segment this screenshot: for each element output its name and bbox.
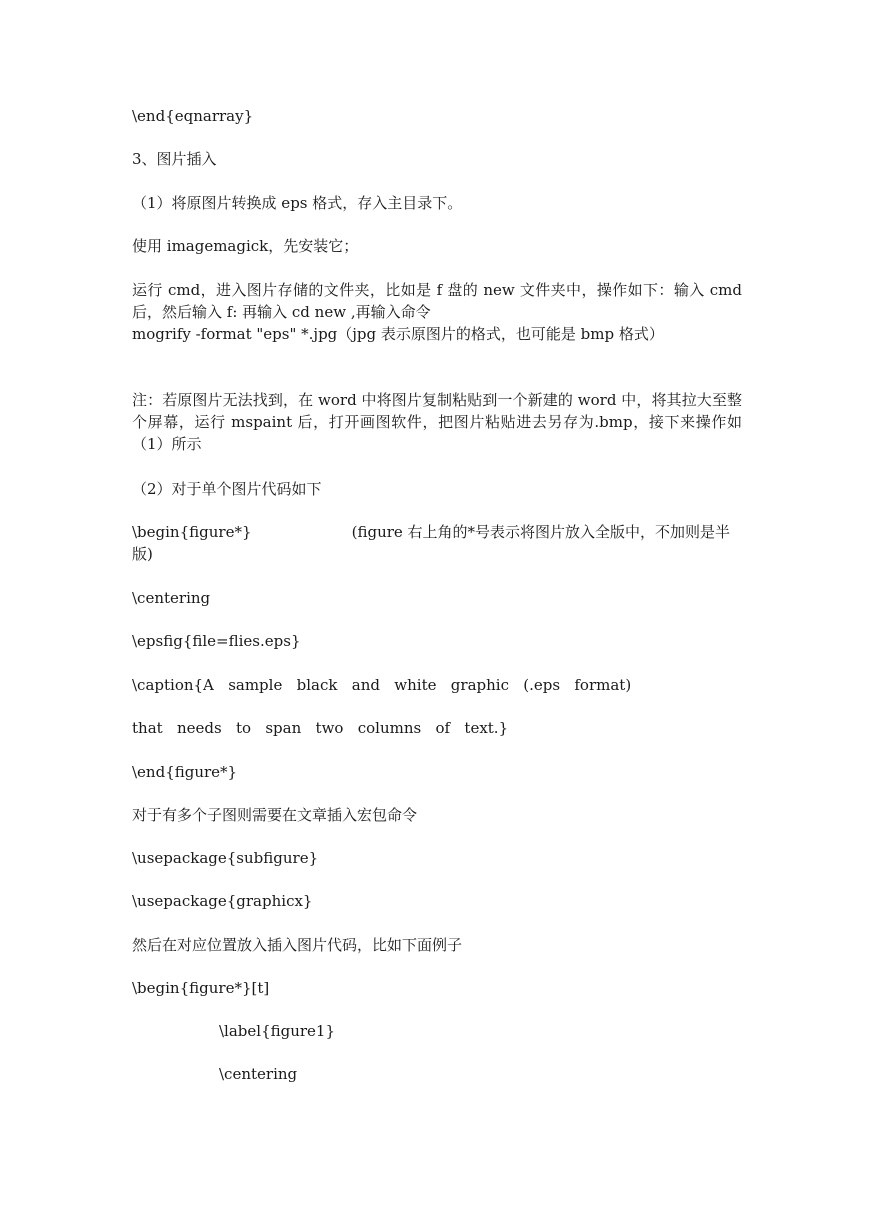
code-caption: \caption{A sample black and white graphic (.eps format)	[132, 676, 632, 694]
step-1-convert-eps: （1）将原图片转换成 eps 格式，存入主目录下。	[132, 194, 463, 212]
paragraph-run-cmd: 运行 cmd，进入图片存储的文件夹，比如是 f 盘的 new 文件夹中，操作如下：输入 cmd 后，然后输入 f: 再输入 cd new ,再输入命令	[132, 281, 742, 321]
code-begin-figure-t: \begin{figure*}[t]	[132, 979, 270, 997]
paragraph-note-mspaint: 注：若原图片无法找到，在 word 中将图片复制粘贴到一个新建的 word 中，将其拉大至整个屏幕，运行 mspaint 后，打开画图软件，把图片粘贴进去另存为.bmp，接下来操作如（1）所示	[132, 391, 742, 453]
code-usepackage-graphicx: \usepackage{graphicx}	[132, 892, 313, 910]
paragraph-subfigure-intro: 对于有多个子图则需要在文章插入宏包命令	[132, 806, 418, 824]
step-2-single-figure: （2）对于单个图片代码如下	[132, 480, 322, 498]
code-centering-indented: \centering	[219, 1065, 298, 1083]
code-caption-continued: that needs to span two columns of text.}	[132, 719, 509, 737]
code-end-eqnarray: \end{eqnarray}	[132, 107, 254, 125]
section-heading-image-insert: 3、图片插入	[132, 150, 217, 168]
paragraph-mogrify-command: mogrify -format "eps" *.jpg（jpg 表示原图片的格式，也可能是 bmp 格式）	[132, 325, 664, 343]
code-epsfig: \epsfig{file=flies.eps}	[132, 632, 301, 650]
code-centering: \centering	[132, 589, 211, 607]
code-usepackage-subfigure: \usepackage{subfigure}	[132, 849, 319, 867]
code-label-figure1: \label{figure1}	[219, 1022, 336, 1040]
paragraph-example-intro: 然后在对应位置放入插入图片代码，比如下面例子	[132, 936, 463, 954]
paragraph-imagemagick: 使用 imagemagick，先安装它；	[132, 237, 359, 255]
code-begin-figure-star: \begin{figure*} (figure 右上角的*号表示将图片放入全版中，不加则是半版)	[132, 523, 731, 563]
code-end-figure-star: \end{figure*}	[132, 763, 238, 781]
